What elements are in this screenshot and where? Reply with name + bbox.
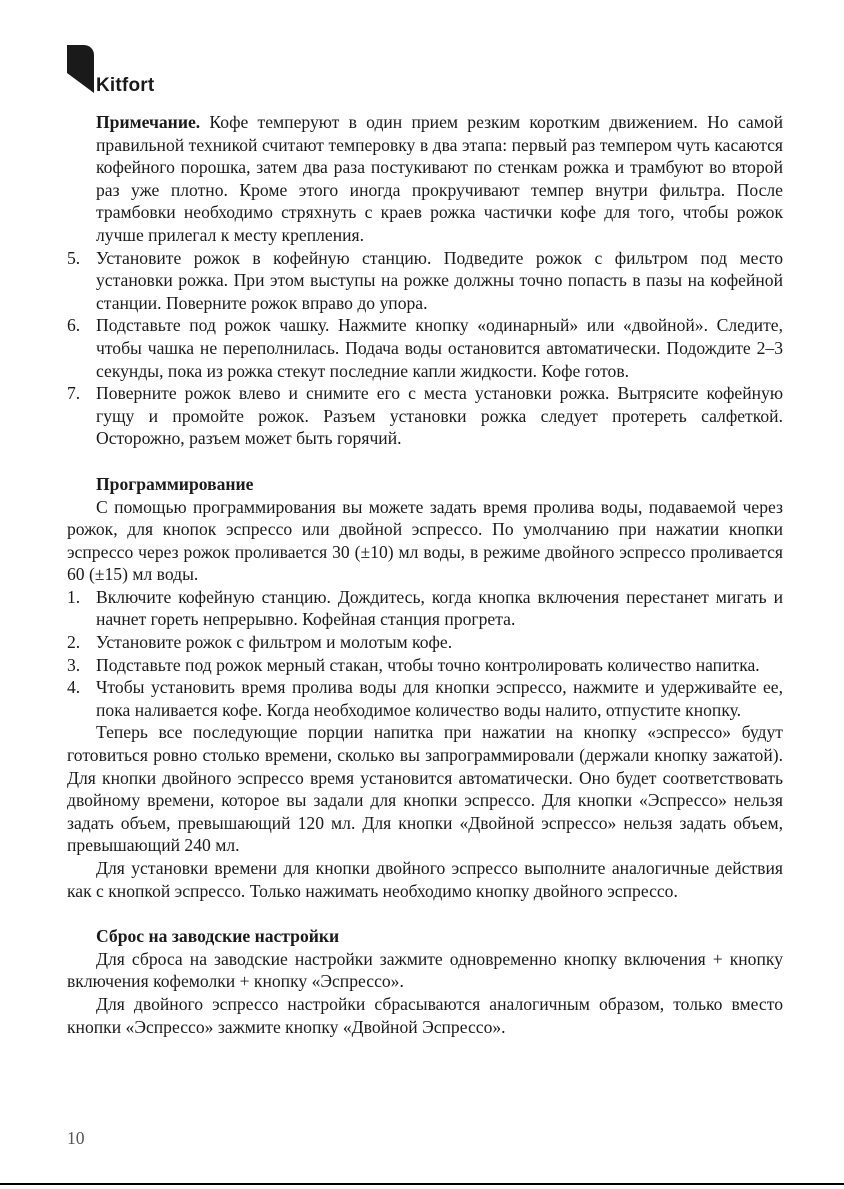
programming-step-1 <box>67 586 783 631</box>
step-text: Включите кофейную станцию. Дождитесь, когда кнопка включения перестанет мигать и начнет гореть непрерывно. Кофейная станция прогрета. <box>96 586 783 630</box>
step-number: 4. <box>67 677 81 698</box>
brand-name: Kitfort <box>96 75 155 96</box>
step-text: Установите рожок в кофейную станцию. Подведите рожок с фильтром под место установки рожка. При этом выступы на рожке должны точно попасть в пазы на кофейной станции. Поверните рожок вправо до упора. <box>96 247 783 313</box>
step-number: 1. <box>67 586 81 607</box>
step-number: 3. <box>67 654 81 675</box>
programming-paragraph-2: Для установки времени для кнопки двойного эспрессо выполните аналогичные действия как с кнопкой эспрессо. Только нажимать необходимо кнопку двойного эспрессо. <box>67 858 783 901</box>
step-number: 5. <box>67 247 81 268</box>
reset-paragraph-2: Для двойного эспрессо настройки сбрасываются аналогичным образом, только вместо кнопки «Эспрессо» зажмите кнопку «Двойной Эспрессо». <box>67 993 783 1037</box>
programming-step-3 <box>67 654 783 677</box>
reset-paragraph-1: Для сброса на заводские настройки зажмите одновременно кнопку включения + кнопку включения кофемолки + кнопку «Эспрессо». <box>67 948 783 992</box>
step-text: Подставьте под рожок чашку. Нажмите кнопку «одинарный» или «двойной». Следите, чтобы чашка не переполнилась. Подача воды остановится автоматически. Подождите 2–3 секунды, пока из рожка стекут последние капли жидкости. Кофе готов. <box>96 315 783 381</box>
note-label: Примечание. <box>96 112 201 132</box>
programming-step-4 <box>67 676 783 721</box>
step-number: 6. <box>67 315 81 336</box>
section-heading-programming: Программирование <box>96 473 254 494</box>
step-text: Установите рожок с фильтром и молотым кофе. <box>96 632 453 653</box>
note-text: Кофе темперуют в один прием резким коротким движением. Но самой правильной техникой считают темперовку в два этапа: первый раз темпером чуть касаются кофейного порошка, затем два раза постукивают по стенкам рожка и трамбуют во второй раз уже плотно. Кроме этого иногда прокручивают темпер внутри фильтра. После трамбовки необходимо стряхнуть с краев рожка частички кофе для того, чтобы рожок лучше прилегал к месту крепления. <box>96 112 783 245</box>
brand-logo <box>67 45 187 95</box>
bottom-divider <box>0 1183 844 1185</box>
section-heading-reset: Сброс на заводские настройки <box>96 926 340 947</box>
kitfort-logo-icon <box>67 45 94 93</box>
step-item-5 <box>67 247 783 315</box>
page-number: 10 <box>67 1128 85 1148</box>
programming-intro: С помощью программирования вы можете задать время пролива воды, подаваемой через рожок, для кнопок эспрессо или двойной эспрессо. По умолчанию при нажатии кнопки эспрессо через рожок проливается 30 (±10) мл воды, в режиме двойного эспрессо проливается 60 (±15) мл воды. <box>67 496 783 585</box>
programming-step-2 <box>67 631 783 654</box>
step-text: Подставьте под рожок мерный стакан, чтобы точно контролировать количество напитка. <box>96 654 760 675</box>
step-text: Чтобы установить время пролива воды для кнопки эспрессо, нажмите и удерживайте ее, пока наливается кофе. Когда необходимое количество воды налито, отпустите кнопку. <box>96 677 783 720</box>
step-text: Поверните рожок влево и снимите его с места установки рожка. Вытрясите кофейную гущу и промойте рожок. Разъем установки рожка следует протереть салфеткой. Осторожно, разъем может быть горячий. <box>96 383 783 449</box>
step-number: 7. <box>67 383 81 404</box>
programming-paragraph-1: Теперь все последующие порции напитка при нажатии на кнопку «эспрессо» будут готовиться ровно столько времени, сколько вы запрограммировали (держали кнопку зажатой). Для кнопки двойного эспрессо время установится автоматически. Оно будет соответствовать двойному времени, которое вы задали для кнопки эспрессо. Для кнопки «Эспрессо» нельзя задать объем, превышающий 120 мл. Для кнопки «Двойной эспрессо» нельзя задать объем, превышающий 240 мл. <box>67 722 783 856</box>
step-item-7 <box>67 382 783 450</box>
step-number: 2. <box>67 632 81 653</box>
note-paragraph <box>67 111 783 247</box>
step-item-6 <box>67 314 783 382</box>
page-content <box>67 111 783 1038</box>
